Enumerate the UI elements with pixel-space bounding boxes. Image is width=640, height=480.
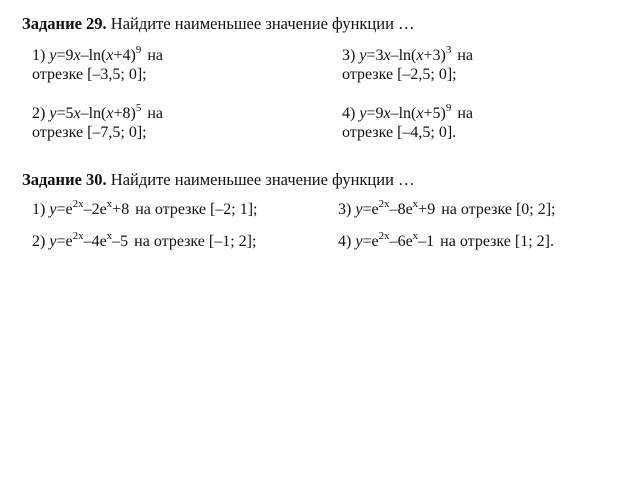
exponent: 9	[445, 102, 452, 114]
formula-part: –ln(	[390, 47, 417, 64]
exponent: 2x	[378, 230, 390, 242]
formula-part: –ln(	[80, 47, 107, 64]
var-y: y	[355, 201, 363, 218]
task29-item-4-formula	[342, 104, 473, 123]
task29-item-3-formula	[342, 46, 473, 65]
item-number: 4)	[342, 105, 356, 122]
task30-item-3	[338, 200, 555, 219]
formula-part: +4)	[113, 47, 136, 64]
formula-part: =e	[362, 201, 379, 218]
var-y: y	[49, 105, 57, 122]
formula-part: =3	[366, 47, 384, 64]
var-y: y	[49, 233, 57, 250]
task29-item-3-interval: отрезке [–2,5; 0];	[342, 66, 457, 83]
task29-item-4-interval: отрезке [–4,5; 0].	[342, 124, 457, 141]
task29-item-1	[32, 46, 163, 84]
formula-part: +8	[112, 201, 130, 218]
formula-part: +8)	[113, 105, 136, 122]
formula-part: –5	[112, 233, 129, 250]
formula-part: –1	[418, 233, 435, 250]
exponent: x	[106, 230, 113, 242]
item-number: 4)	[338, 233, 352, 250]
formula-part: =9	[366, 105, 384, 122]
formula-part: –ln(	[390, 105, 417, 122]
exponent: x	[412, 198, 419, 210]
task30-item-4-interval: на отрезке [1; 2].	[440, 233, 555, 250]
var-x: x	[106, 105, 114, 122]
item-number: 3)	[342, 47, 356, 64]
exponent: 2x	[72, 198, 84, 210]
var-x: x	[73, 47, 81, 64]
task29-heading	[22, 14, 415, 34]
item-number: 1)	[32, 47, 46, 64]
exponent: x	[106, 198, 113, 210]
exponent: 3	[445, 44, 452, 56]
task29-item-2	[32, 104, 163, 142]
var-y: y	[359, 105, 367, 122]
exponent: 2x	[378, 198, 390, 210]
formula-part: +9	[418, 201, 436, 218]
task29-item-1-interval: отрезке [–3,5; 0];	[32, 66, 147, 83]
task30-heading	[22, 170, 415, 190]
exponent: 2x	[72, 230, 84, 242]
word-na: на	[147, 105, 163, 122]
var-x: x	[73, 105, 81, 122]
var-x: x	[416, 105, 424, 122]
formula-part: –2e	[83, 201, 107, 218]
task29-item-4	[342, 104, 473, 142]
task30-item-1	[32, 200, 257, 219]
task30-item-3-interval: на отрезке [0; 2];	[441, 201, 556, 218]
word-na: на	[147, 47, 163, 64]
formula-part: –ln(	[80, 105, 107, 122]
task30-item-1-interval: на отрезке [–2; 1];	[135, 201, 258, 218]
exponent: 5	[135, 102, 142, 114]
formula-part: –4e	[83, 233, 107, 250]
exponent: x	[412, 230, 419, 242]
item-number: 2)	[32, 105, 46, 122]
formula-part: –8e	[389, 201, 413, 218]
var-y: y	[359, 47, 367, 64]
task29-item-3	[342, 46, 473, 84]
formula-part: –6e	[389, 233, 413, 250]
task29-item-2-formula	[32, 104, 163, 123]
exponent: 9	[135, 44, 142, 56]
item-number: 1)	[32, 201, 46, 218]
task30-item-2-interval: на отрезке [–1; 2];	[134, 233, 257, 250]
formula-part: +5)	[423, 105, 446, 122]
item-number: 3)	[338, 201, 352, 218]
formula-part: =9	[56, 47, 74, 64]
word-na: на	[457, 105, 473, 122]
item-number: 2)	[32, 233, 46, 250]
task30-item-4	[338, 232, 554, 251]
var-y: y	[49, 47, 57, 64]
var-y: y	[49, 201, 57, 218]
formula-part: =e	[362, 233, 379, 250]
formula-part: =e	[56, 233, 73, 250]
formula-part: +3)	[423, 47, 446, 64]
var-x: x	[416, 47, 424, 64]
task29-item-1-formula	[32, 46, 163, 65]
task30-item-2	[32, 232, 256, 251]
var-x: x	[383, 105, 391, 122]
task29-label: Задание 29.	[22, 14, 107, 33]
formula-part: =e	[56, 201, 73, 218]
var-x: x	[383, 47, 391, 64]
task30-text: Найдите наименьшее значение функции …	[110, 170, 415, 189]
var-y: y	[355, 233, 363, 250]
formula-part: =5	[56, 105, 74, 122]
task29-item-2-interval: отрезке [–7,5; 0];	[32, 124, 147, 141]
task29-text: Найдите наименьшее значение функции …	[110, 14, 415, 33]
word-na: на	[457, 47, 473, 64]
var-x: x	[106, 47, 114, 64]
task30-label: Задание 30.	[22, 170, 107, 189]
